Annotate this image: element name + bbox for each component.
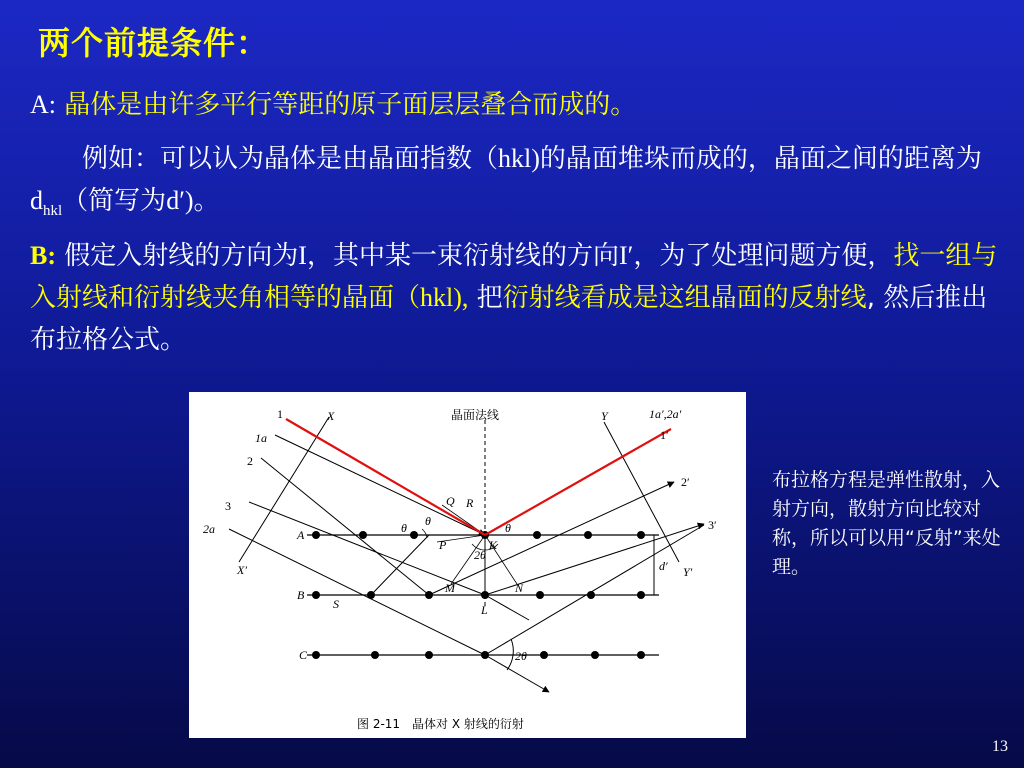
example-text-4: 。 (193, 186, 220, 216)
label-2a: 2a (203, 522, 215, 536)
highlighted-reflection (286, 419, 671, 535)
label-two-theta: 2θ (515, 649, 527, 663)
section-b-text-2: ，其中某一束衍射线的方向 (306, 241, 619, 271)
section-b-text-4: 把 (468, 283, 503, 313)
label-K: K (489, 538, 498, 552)
section-a-paragraph (30, 84, 1000, 126)
label-theta-3: θ (505, 521, 511, 535)
wavefronts (239, 417, 679, 562)
label-2: 2 (247, 454, 253, 468)
label-3prime: 3′ (708, 518, 717, 532)
label-1: 1 (277, 407, 283, 421)
label-A: A (297, 528, 305, 542)
label-theta-theta: 2θ (474, 548, 486, 562)
normal-label: 晶面法线 (451, 408, 500, 422)
label-theta-2: θ (425, 514, 431, 528)
construction-lines (422, 505, 517, 584)
section-a-tag: A: (30, 90, 56, 119)
example-text-1: 例如：可以认为晶体是由晶面指数（ (82, 144, 499, 174)
page-number: 13 (992, 738, 1008, 755)
section-b-tag: B: (30, 241, 56, 270)
example-d: d (30, 186, 43, 215)
section-b-text-5: , 然后推出布拉格公式。 (30, 283, 988, 355)
section-b-highlight-1: 找一组与入射线和衍射线夹角相等的晶面（ (30, 241, 998, 313)
label-C: C (299, 648, 308, 662)
label-1prime: 1′ (660, 428, 669, 442)
section-b-highlight-2: 衍射线看成是这组晶面的反射线 (502, 283, 867, 313)
label-M: M (445, 581, 455, 595)
label-L: L (481, 603, 488, 617)
label-R: R (466, 496, 474, 510)
diffraction-diagram (189, 392, 746, 738)
example-hkl: hkl) (498, 144, 540, 173)
section-b-text-3: ，为了处理问题方便， (633, 241, 894, 271)
label-3: 3 (225, 499, 231, 513)
example-text-3: （简写为 (62, 186, 167, 216)
section-a-example (30, 138, 1000, 232)
figure-caption: 图 2-11 晶体对 X 射线的衍射 (357, 717, 524, 731)
label-Q: Q (446, 494, 455, 508)
label-theta-1: θ (401, 521, 407, 535)
slide-title: 两个前提条件： (38, 24, 270, 62)
label-X: X (327, 409, 335, 423)
label-N: N (515, 581, 524, 595)
section-a-text: 晶体是由许多平行等距的原子面层层叠合而成的。 (64, 90, 637, 120)
label-Y: Y (601, 409, 608, 423)
label-dprime: d′ (659, 559, 668, 573)
section-b-hkl: hkl), (420, 283, 469, 312)
label-S: S (333, 597, 339, 611)
label-B: B (297, 588, 305, 602)
section-b-paragraph (30, 235, 1000, 361)
label-2prime: 2′ (681, 475, 690, 489)
bragg-diffraction-figure (189, 392, 746, 738)
label-P: P (439, 538, 447, 552)
side-note: 布拉格方程是弹性散射，入射方向，散射方向比较对称，所以可以用“反射”来处理。 (772, 469, 1001, 578)
spacing-indicator (649, 535, 659, 595)
label-Xprime: X′ (237, 563, 247, 577)
section-b-text-1: 假定入射线的方向为 (64, 241, 299, 271)
example-dprime: d′) (166, 186, 194, 215)
example-d-subscript: hkl (43, 203, 63, 220)
label-1a: 1a (255, 431, 267, 445)
incident-rays (229, 435, 549, 692)
label-1a-2a-prime: 1a′,2a′ (649, 407, 682, 421)
incident-symbol: I (298, 241, 307, 270)
example-text-2: 的晶面堆垛而成的，晶面之间的距离为 (539, 144, 982, 174)
diffracted-symbol: I′ (618, 241, 634, 270)
label-Yprime: Y′ (683, 565, 693, 579)
